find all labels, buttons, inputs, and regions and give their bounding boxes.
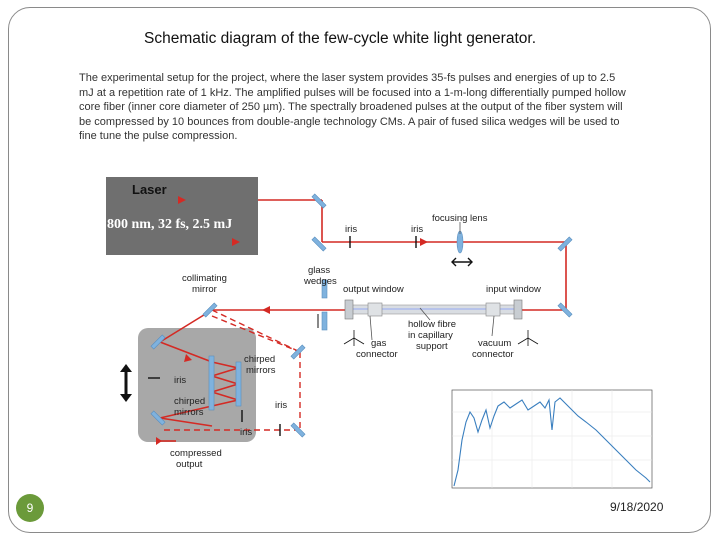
compressed-output-label-2: output (176, 459, 203, 470)
iris-label-5: iris (240, 427, 253, 438)
laser-label: Laser (132, 182, 167, 197)
vacuum-connector (486, 303, 500, 316)
input-window-label: input window (486, 284, 541, 295)
compressor-arrow-up (120, 364, 132, 372)
glass-wedge-2 (322, 312, 327, 330)
slide-title: Schematic diagram of the few-cycle white light generator. (144, 30, 536, 47)
gas-connector-label-2: connector (356, 349, 398, 360)
iris-label-2: iris (411, 224, 424, 235)
xyz-mount-output (344, 330, 364, 346)
vacuum-connector-label-2: connector (472, 349, 514, 360)
slide-date: 9/18/2020 (610, 500, 664, 514)
slide-description: The experimental setup for the project, where the laser system provides 35-fs pulses and energies of up to 2.5 mJ at a repetition rate of 1 kHz. The amplified pulses will be focused into a 1-m-long differentially pumped hollow core fiber (inner core diameter of 250 µm). The spectrally broadened pulses at the output of the fiber system will be compressed by 10 bounces from double-angle technology CMs. A pair of fused silica wedges will be used to fine tune the pulse compression. (79, 72, 626, 143)
iris-label-1: iris (345, 224, 358, 235)
compressor-arrow-down (120, 394, 132, 402)
chirped-mirror-b (236, 362, 241, 406)
focusing-lens (457, 231, 463, 253)
hollow-fibre-label-2: in capillary (408, 330, 453, 341)
iris-label-3: iris (174, 375, 187, 386)
gas-connector-label-1: gas (371, 338, 387, 349)
collimating-mirror-label-1: collimating (182, 273, 227, 284)
output-window-label: output window (343, 284, 404, 295)
compressed-output-label-1: compressed (170, 448, 222, 459)
lens-translation-arrow (452, 258, 472, 266)
vacuum-connector-label-1: vacuum (478, 338, 512, 349)
hollow-fibre-label-3: support (416, 341, 448, 352)
hollow-fibre-label-1: hollow fibre (408, 319, 457, 330)
focusing-lens-label: focusing lens (432, 213, 488, 224)
gas-connector (368, 303, 382, 316)
chirped-mirrors-label-a-1: chirped (244, 354, 276, 365)
iris-label-4: iris (275, 400, 288, 411)
chirped-mirror-a (209, 356, 214, 410)
chirped-mirrors-label-b-2: mirrors (174, 407, 204, 418)
glass-wedges-label-1: glass (308, 265, 331, 276)
spectrum-inset (430, 382, 660, 502)
spectrum-inset-bg (430, 382, 660, 502)
chirped-mirrors-label-a-2: mirrors (246, 365, 276, 376)
chirped-mirrors-label-b-1: chirped (174, 396, 206, 407)
output-window-mount (345, 300, 353, 319)
collimating-mirror-label-2: mirror (192, 284, 217, 295)
xyz-mount-input (518, 330, 538, 346)
input-window-mount (514, 300, 522, 319)
laser-specs: 800 nm, 32 fs, 2.5 mJ (107, 217, 233, 232)
page-number-badge: 9 (16, 494, 44, 522)
glass-wedges-label-2: wedges (304, 276, 337, 287)
